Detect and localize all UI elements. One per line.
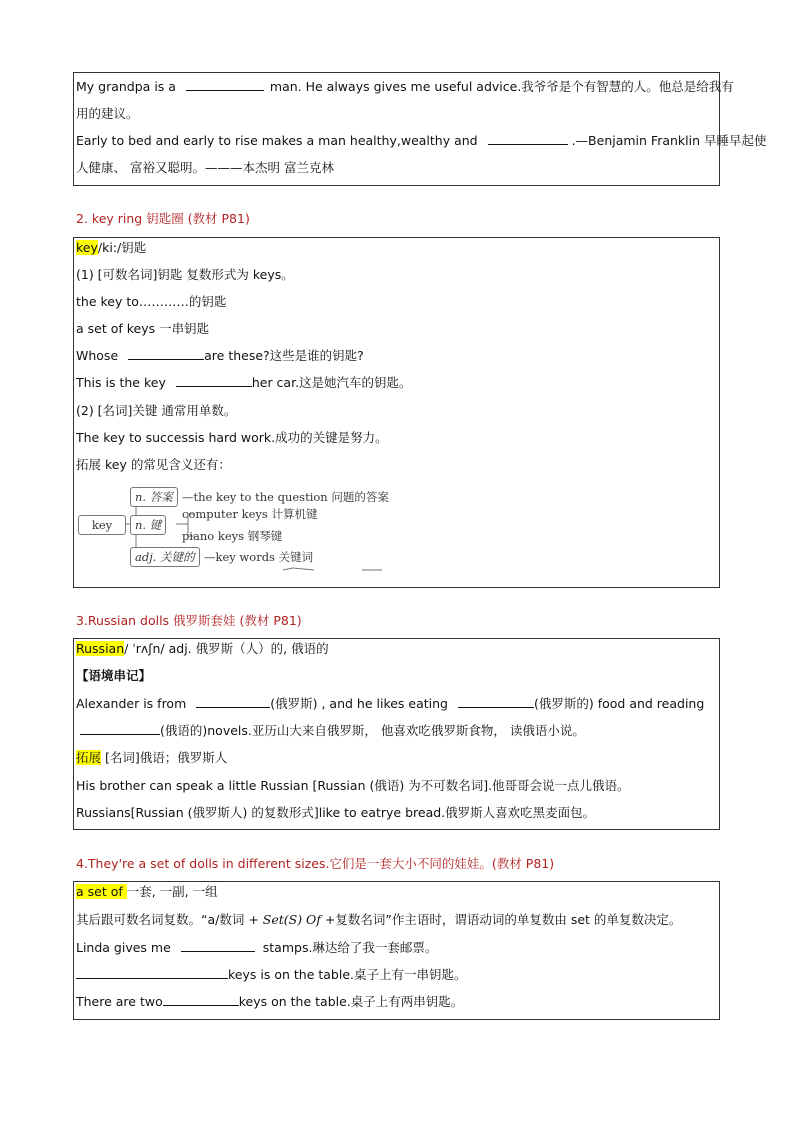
mind-map-node-answer (130, 487, 178, 507)
mind-map-text-computer: computer keys 计算机键 (182, 507, 318, 521)
text: My grandpa is a (76, 79, 176, 94)
text: man. He always gives me useful advice.我爷爷是个有智慧的人。他总是给我有 (269, 79, 734, 94)
set-of-box (73, 881, 720, 1020)
headword: key (76, 240, 98, 255)
mind-map-text-keywords: —key words 关键词 (204, 550, 314, 564)
node-label: adj. 关键的 (135, 550, 195, 564)
example-russian-language: His brother can speak a little Russian [Russian (俄语) 为不可数名词].他哥哥会说一点儿俄语。 (76, 778, 630, 793)
extension-line (76, 748, 227, 768)
box1-line3 (76, 131, 767, 151)
answer-blank[interactable] (163, 993, 239, 1006)
phrase-2: a set of keys 一串钥匙 (76, 321, 210, 336)
proverb-box (73, 72, 767, 186)
text: 复数名词”作主语时，谓语动词的单复数由 set 的单复数决定。 (335, 912, 682, 927)
mind-map-text-answer: —the key to the question 问题的答案 (182, 490, 389, 504)
mind-map-text-piano: piano keys 钢琴键 (182, 529, 283, 543)
context-line-1 (76, 694, 704, 714)
section-title-set-of-dolls: 4.They're a set of dolls in different sizes.它们是一套大小不同的娃娃。(教材 P81) (76, 856, 555, 871)
text: keys is on the table.桌子上有一串钥匙。 (228, 967, 467, 982)
section-title-russian-dolls: 3.Russian dolls 俄罗斯套娃 (教材 P81) (76, 613, 302, 628)
exercise-two-sets (76, 992, 463, 1012)
headword-line (76, 882, 218, 902)
answer-blank[interactable] (80, 722, 160, 735)
box1-line2: 用的建议。 (76, 106, 139, 121)
text: [名词]俄语；俄罗斯人 (101, 750, 228, 765)
exercise-stamps (76, 938, 437, 958)
phonetic: /ki:/钥匙 (97, 240, 147, 255)
text: Early to bed and early to rise makes a man healthy,wealthy and (76, 133, 478, 148)
text: her car.这是她汽车的钥匙。 (251, 375, 412, 390)
answer-blank[interactable] (181, 939, 255, 952)
answer-blank[interactable] (76, 966, 228, 979)
phonetic: / ˈrʌʃn/ adj. 俄罗斯（人）的, 俄语的 (124, 641, 329, 656)
grammar-note (76, 910, 681, 930)
answer-blank[interactable] (186, 78, 264, 91)
box1-line1 (76, 77, 734, 97)
headword-line (76, 238, 146, 258)
answer-blank[interactable] (176, 374, 252, 387)
sense-1: (1) [可数名词]钥匙 复数形式为 keys。 (76, 267, 294, 282)
answer-blank[interactable] (458, 695, 534, 708)
formula: + Set(S) Of + (248, 912, 336, 927)
text: (俄罗斯) , and he likes eating (270, 696, 448, 711)
section-title-key-ring: 2. key ring 钥匙圈 (教材 P81) (76, 211, 250, 226)
headword: Russian (76, 641, 125, 656)
exercise-whose (76, 346, 364, 366)
key-box (73, 237, 720, 588)
answer-blank[interactable] (128, 347, 204, 360)
text: There are two (76, 994, 163, 1009)
text: Whose (76, 348, 119, 363)
text: keys on the table.桌子上有两串钥匙。 (238, 994, 464, 1009)
meaning: 一套, 一副, 一组 (126, 884, 218, 899)
exercise-key-to (76, 373, 412, 393)
mind-map-node-key (130, 515, 166, 535)
sense-2: (2) [名词]关键 通常用单数。 (76, 403, 237, 418)
headword: a set of (76, 884, 127, 899)
phrase-1: the key to…………的钥匙 (76, 294, 227, 309)
answer-blank[interactable] (488, 132, 568, 145)
headword-line (76, 639, 329, 659)
example-success: The key to successis hard work.成功的关键是努力。 (76, 430, 388, 445)
box1-line4: 人健康、 富裕又聪明。———本杰明 富兰克林 (76, 160, 334, 175)
memo-heading: 【语境串记】 (76, 668, 152, 683)
text: Alexander is from (76, 696, 187, 711)
text: are these?这些是谁的钥匙? (204, 348, 364, 363)
exercise-keys-table (76, 965, 467, 985)
russian-box (73, 638, 720, 830)
context-line-2 (76, 721, 585, 741)
text: This is the key (76, 375, 166, 390)
extension-label: 拓展 (76, 750, 102, 765)
example-russians: Russians[Russian (俄罗斯人) 的复数形式]like to eatrye bread.俄罗斯人喜欢吃黑麦面包。 (76, 805, 596, 820)
text: 其后跟可数名词复数。“a/数词 (76, 912, 249, 927)
node-label: n. 答案 (135, 490, 173, 504)
mind-map-node-adj (130, 547, 200, 567)
mind-map-root: key (78, 515, 126, 535)
answer-blank[interactable] (196, 695, 270, 708)
node-label: n. 键 (135, 518, 162, 532)
text: (俄语的)novels.亚历山大来自俄罗斯， 他喜欢吃俄罗斯食物， 读俄语小说。 (160, 723, 585, 738)
extension-label: 拓展 key 的常见含义还有： (76, 457, 231, 472)
text: Linda gives me (76, 940, 171, 955)
key-mind-map (78, 484, 408, 579)
text: (俄罗斯的) food and reading (533, 696, 705, 711)
text: stamps.琳达给了我一套邮票。 (262, 940, 438, 955)
text: .—Benjamin Franklin 早睡早起使 (571, 133, 767, 148)
